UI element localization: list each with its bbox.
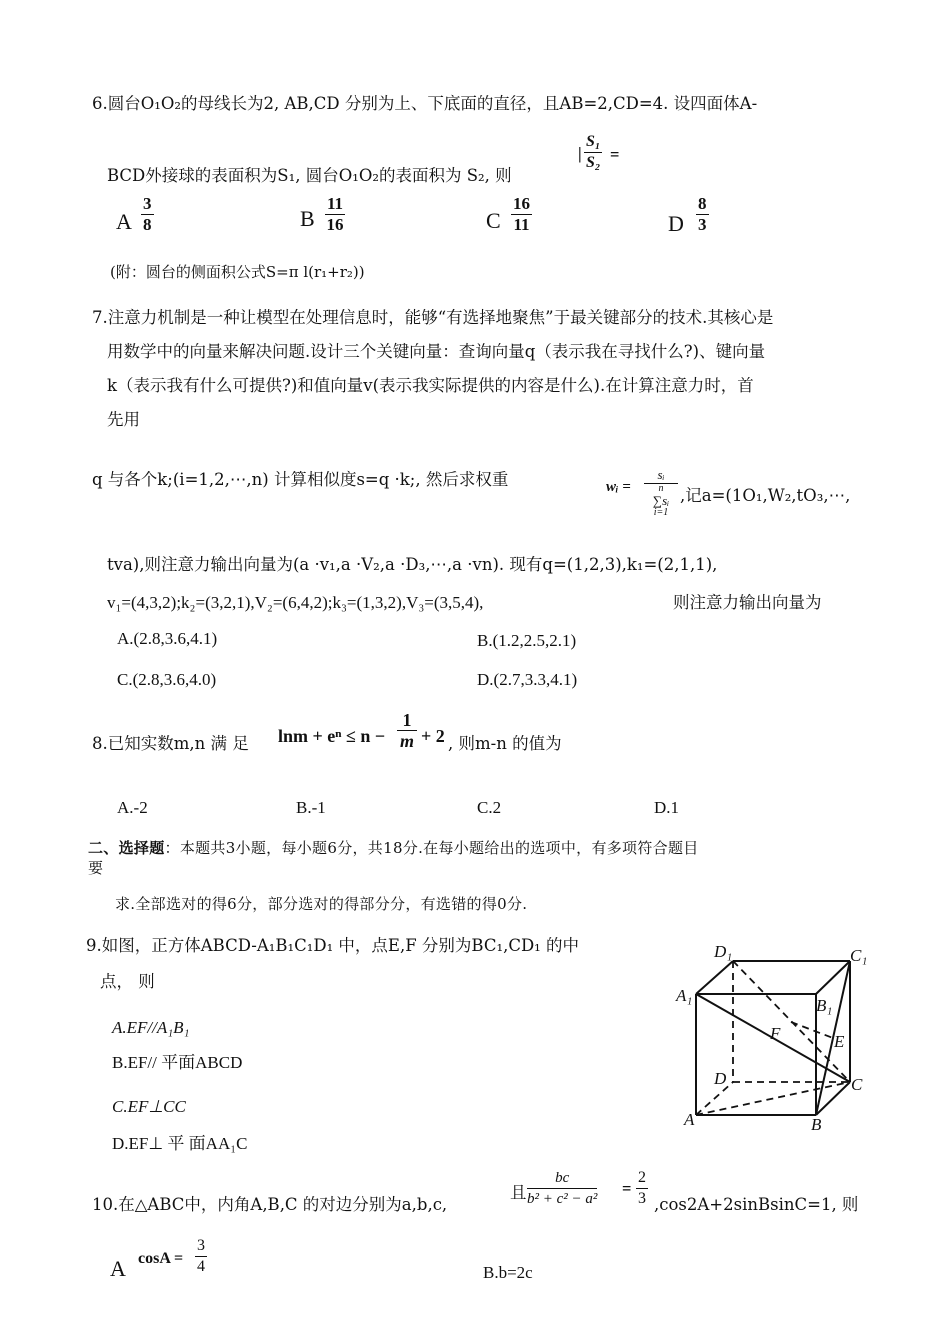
- q7-line2: 用数学中的向量来解决问题.设计三个关键向量：查询向量q（表示我在寻找什么?)、键向量: [107, 342, 766, 361]
- label-c1: C₁: [850, 946, 868, 965]
- q6-ratio-num: S₁: [584, 132, 602, 153]
- q6-option-c-letter: C: [486, 208, 501, 233]
- q6-ratio-eq: =: [610, 145, 620, 164]
- q6-option-c-fraction: [511, 194, 532, 235]
- q6-option-a-fraction: [141, 194, 154, 235]
- q7-option-a: A.(2.8,3.6,4.1): [117, 629, 218, 648]
- q7-line7-tail: 则注意力输出向量为: [673, 593, 822, 612]
- q8-option-c: C.2: [477, 798, 502, 817]
- line-bc1: [816, 961, 850, 1115]
- q8-frac-den: m: [399, 731, 414, 751]
- q6-ratio-den: S₂: [586, 154, 601, 171]
- q6-option-d-num: 8: [698, 194, 707, 213]
- q7-line3: k（表示我有什么可提供?)和值向量v(表示我实际提供的内容是什么).在计算注意力时，首: [107, 376, 754, 395]
- q8-tail: , 则m-n 的值为: [448, 734, 562, 753]
- label-a1: A₁: [676, 986, 693, 1005]
- q6-line1: 6.圆台O₁O₂的母线长为2, AB,CD 分别为上、下底面的直径，且AB=2,CD=4. 设四面体A-: [92, 94, 758, 113]
- label-b1: B₁: [816, 996, 833, 1015]
- q7-option-b: B.(1.2,2.5,2.1): [477, 631, 577, 650]
- hidden-line-ef: [791, 1022, 833, 1038]
- q6-option-b-num: 11: [327, 194, 344, 213]
- label-f: F: [770, 1024, 781, 1043]
- q6-option-d-letter: D: [668, 211, 684, 236]
- q6-option-b-letter: B: [300, 206, 315, 231]
- label-d: D: [714, 1069, 727, 1088]
- q6-option-c-num: 16: [513, 194, 530, 213]
- label-c: C: [851, 1075, 863, 1094]
- label-d1: D₁: [714, 942, 733, 961]
- q8-expr-right: + 2: [421, 726, 445, 746]
- q7-weight-fraction: [644, 467, 678, 518]
- q6-option-b-fraction: [325, 194, 345, 235]
- q10-cond-rhs: [636, 1168, 648, 1209]
- q8-option-a: A.-2: [117, 798, 148, 817]
- q9-line1: 9.如图，正方体ABCD-A₁B₁C₁D₁ 中，点E,F 分别为BC₁,CD₁ 的中: [86, 936, 580, 955]
- q9-line2: 点， 则: [100, 972, 155, 991]
- q7-weight-num: sᵢ: [644, 467, 678, 484]
- section2-line1b: 要: [88, 859, 104, 877]
- q6-option-b-den: 16: [326, 215, 344, 234]
- q10-cond-prefix: 且: [510, 1183, 527, 1202]
- q6-option-a-letter: A: [116, 209, 132, 234]
- q7-line4: 先用: [107, 410, 140, 429]
- q10-cond-rnum: 2: [636, 1168, 648, 1189]
- q8-option-b: B.-1: [296, 798, 326, 817]
- q8-fraction: [397, 710, 417, 751]
- q6-note: (附：圆台的侧面积公式S=π l(r₁+r₂)): [110, 263, 365, 281]
- q7-weight-den-sum: ∑sᵢ: [652, 493, 670, 508]
- label-e: E: [834, 1032, 845, 1051]
- section2-heading: 二、选择题: [88, 839, 165, 857]
- edge-b1c1: [816, 961, 850, 994]
- q10-option-a-fraction: [195, 1236, 207, 1277]
- q6-ratio-fraction: [584, 132, 602, 173]
- cube-figure: [670, 935, 880, 1135]
- edge-a1d1: [696, 961, 733, 994]
- q6-ratio-bar: |: [578, 144, 582, 163]
- q7-line5: q 与各个k;(i=1,2,⋯,n) 计算相似度s=q ·k;, 然后求权重: [92, 470, 509, 489]
- q10-option-a-lhs: cosA =: [138, 1250, 184, 1267]
- q7-option-d: D.(2.7,3.3,4.1): [477, 670, 578, 689]
- q7-line5-tail: ,记a=(1O₁,W₂,tO₃,⋯,: [680, 486, 851, 505]
- q10-cond-tail: ,cos2A+2sinBsinC=1, 则: [654, 1195, 859, 1214]
- q8-prefix: 8.已知实数m,n 满 足: [92, 734, 249, 753]
- q6-option-d-den: 3: [698, 215, 707, 234]
- q6-option-c-den: 11: [513, 215, 530, 234]
- q9-option-a: A.EF//A₁B₁: [112, 1018, 190, 1037]
- q10-line1: 10.在△ABC中，内角A,B,C 的对边分别为a,b,c,: [92, 1195, 448, 1214]
- label-a: A: [684, 1110, 695, 1129]
- q9-option-c: C.EF⊥CC: [112, 1097, 186, 1116]
- q6-option-a-den: 8: [143, 215, 152, 234]
- q9-option-d: D.EF⊥ 平 面AA₁C: [112, 1134, 248, 1153]
- edge-bc: [816, 1082, 850, 1115]
- section2-line2: 求.全部选对的得6分，部分选对的得部分分，有选错的得0分.: [115, 895, 528, 913]
- q10-option-a-num: 3: [195, 1236, 207, 1257]
- q10-option-a-letter: A: [110, 1256, 126, 1281]
- q7-line6: tva),则注意力输出向量为(a ·v₁,a ·V₂,a ·D₃,⋯,a ·vn). 现有q=(1,2,3),k₁=(2,1,1),: [107, 555, 718, 574]
- q7-weight-lhs: wᵢ =: [606, 479, 631, 495]
- q10-cond-rden: 3: [638, 1190, 646, 1207]
- q9-option-b: B.EF// 平面ABCD: [112, 1053, 243, 1072]
- q7-weight-den-top: n: [658, 483, 664, 494]
- section2-line1: [88, 837, 699, 859]
- q10-cond-fraction: [527, 1168, 597, 1209]
- q10-option-b: B.b=2c: [483, 1263, 533, 1282]
- q6-option-a-num: 3: [143, 194, 152, 213]
- q6-option-d-fraction: [696, 194, 709, 235]
- q7-weight-den-bot: i=1: [653, 507, 669, 518]
- q8-option-d: D.1: [654, 798, 680, 817]
- q7-line7: v₁=(4,3,2);k₂=(3,2,1),V₂=(6,4,2);k₃=(1,3,2),V₃=(3,5,4),: [107, 593, 484, 612]
- q7-line1: 7.注意力机制是一种让模型在处理信息时，能够“有选择地聚焦”于最关键部分的技术.其核心是: [92, 308, 774, 327]
- q7-option-c: C.(2.8,3.6,4.0): [117, 670, 217, 689]
- q6-line2: BCD外接球的表面积为S₁, 圆台O₁O₂的表面积为 S₂, 则: [107, 166, 512, 185]
- q10-cond-den: b² + c² − a²: [527, 1191, 598, 1207]
- q10-cond-eq: =: [622, 1179, 632, 1198]
- q10-cond-num: bc: [527, 1168, 597, 1189]
- q10-option-a-den: 4: [197, 1258, 205, 1275]
- q8-frac-num: 1: [397, 710, 417, 731]
- section2-line1-rest: ：本题共3小题，每小题6分，共18分.在每小题给出的选项中，有多项符合题目: [164, 839, 699, 857]
- label-b: B: [811, 1115, 822, 1134]
- q8-expr-left: lnm + eⁿ ≤ n −: [278, 726, 386, 746]
